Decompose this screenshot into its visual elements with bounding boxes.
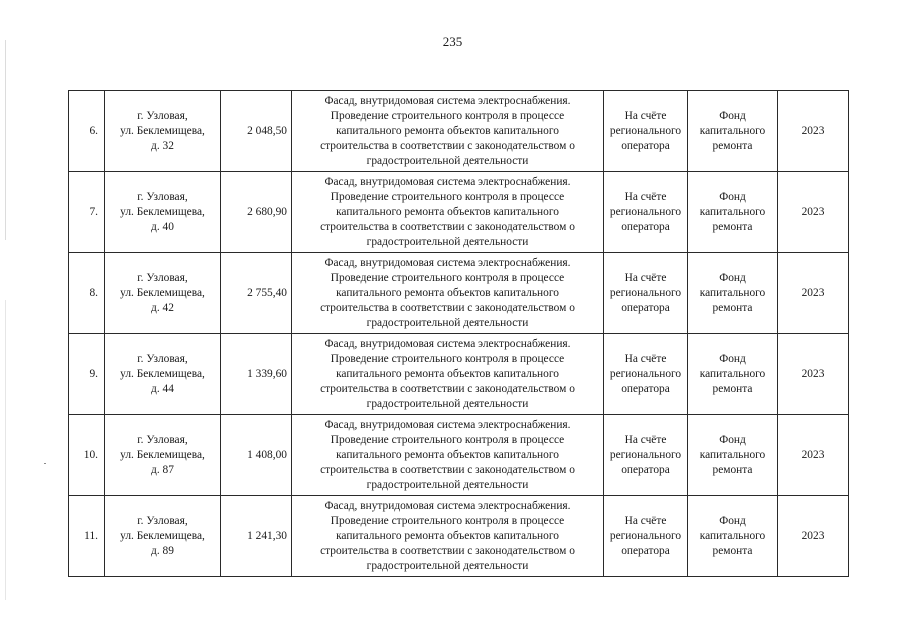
fund-line: Фонд bbox=[719, 433, 746, 446]
row-number: 8. bbox=[69, 253, 105, 334]
work-line: строительства в соответствии с законодательством о bbox=[320, 220, 575, 233]
account-cell bbox=[604, 91, 688, 172]
work-line: капитального ремонта объектов капитального bbox=[336, 205, 559, 218]
work-line: строительства в соответствии с законодательством о bbox=[320, 382, 575, 395]
account-line: На счёте bbox=[624, 271, 667, 284]
account-line: регионального bbox=[609, 286, 682, 299]
fund-line: Фонд bbox=[719, 352, 746, 365]
year-cell: 2023 bbox=[778, 172, 849, 253]
account-line: оператора bbox=[621, 220, 670, 233]
funding-source-cell bbox=[688, 334, 778, 415]
work-line: градостроительной деятельности bbox=[366, 478, 529, 491]
work-description-cell bbox=[292, 415, 604, 496]
work-line: строительства в соответствии с законодательством о bbox=[320, 301, 575, 314]
account-line: оператора bbox=[621, 382, 670, 395]
area-cell: 1 241,30 bbox=[221, 496, 292, 577]
work-line: строительства в соответствии с законодательством о bbox=[320, 544, 575, 557]
fund-line: Фонд bbox=[719, 109, 746, 122]
address-cell bbox=[105, 253, 221, 334]
table-body bbox=[69, 91, 849, 577]
account-cell bbox=[604, 415, 688, 496]
work-line: Фасад, внутридомовая система электроснабжения. bbox=[324, 175, 571, 188]
account-line: регионального bbox=[609, 529, 682, 542]
funding-source-cell bbox=[688, 415, 778, 496]
address-line: д. 87 bbox=[151, 463, 174, 476]
account-line: На счёте bbox=[624, 109, 667, 122]
account-cell bbox=[604, 496, 688, 577]
year-cell: 2023 bbox=[778, 415, 849, 496]
address-line: д. 40 bbox=[151, 220, 174, 233]
row-number: 10. bbox=[69, 415, 105, 496]
address-cell bbox=[105, 496, 221, 577]
address-line: ул. Беклемищева, bbox=[120, 529, 205, 542]
address-line: г. Узловая, bbox=[137, 271, 188, 284]
row-number: 6. bbox=[69, 91, 105, 172]
year-cell: 2023 bbox=[778, 91, 849, 172]
work-description-cell bbox=[292, 496, 604, 577]
fund-line: Фонд bbox=[719, 190, 746, 203]
year-cell: 2023 bbox=[778, 253, 849, 334]
table-row bbox=[69, 253, 849, 334]
fund-line: ремонта bbox=[712, 220, 753, 233]
address-line: ул. Беклемищева, bbox=[120, 124, 205, 137]
work-line: капитального ремонта объектов капитального bbox=[336, 124, 559, 137]
address-line: д. 44 bbox=[151, 382, 174, 395]
fund-line: Фонд bbox=[719, 514, 746, 527]
fund-line: ремонта bbox=[712, 139, 753, 152]
account-line: На счёте bbox=[624, 190, 667, 203]
account-line: регионального bbox=[609, 367, 682, 380]
address-line: г. Узловая, bbox=[137, 109, 188, 122]
account-line: регионального bbox=[609, 205, 682, 218]
address-line: ул. Беклемищева, bbox=[120, 367, 205, 380]
account-cell bbox=[604, 334, 688, 415]
work-line: капитального ремонта объектов капитального bbox=[336, 367, 559, 380]
funding-source-cell bbox=[688, 172, 778, 253]
address-line: ул. Беклемищева, bbox=[120, 205, 205, 218]
table-row bbox=[69, 415, 849, 496]
work-line: Проведение строительного контроля в процессе bbox=[330, 271, 565, 284]
work-line: Фасад, внутридомовая система электроснабжения. bbox=[324, 418, 571, 431]
account-cell bbox=[604, 172, 688, 253]
work-line: капитального ремонта объектов капитального bbox=[336, 286, 559, 299]
fund-line: ремонта bbox=[712, 301, 753, 314]
table-row bbox=[69, 334, 849, 415]
work-line: Фасад, внутридомовая система электроснабжения. bbox=[324, 499, 571, 512]
account-line: оператора bbox=[621, 139, 670, 152]
account-line: На счёте bbox=[624, 352, 667, 365]
year-cell: 2023 bbox=[778, 334, 849, 415]
account-line: регионального bbox=[609, 448, 682, 461]
work-line: строительства в соответствии с законодательством о bbox=[320, 463, 575, 476]
work-line: Проведение строительного контроля в процессе bbox=[330, 433, 565, 446]
work-line: Фасад, внутридомовая система электроснабжения. bbox=[324, 337, 571, 350]
fund-line: ремонта bbox=[712, 382, 753, 395]
account-line: оператора bbox=[621, 544, 670, 557]
area-cell: 2 680,90 bbox=[221, 172, 292, 253]
funding-source-cell bbox=[688, 496, 778, 577]
address-line: г. Узловая, bbox=[137, 433, 188, 446]
scan-margin-mark bbox=[5, 300, 6, 600]
address-cell bbox=[105, 334, 221, 415]
address-cell bbox=[105, 415, 221, 496]
account-line: На счёте bbox=[624, 433, 667, 446]
work-description-cell bbox=[292, 91, 604, 172]
address-line: д. 32 bbox=[151, 139, 174, 152]
row-number: 9. bbox=[69, 334, 105, 415]
work-line: Фасад, внутридомовая система электроснабжения. bbox=[324, 256, 571, 269]
work-description-cell bbox=[292, 253, 604, 334]
table-row bbox=[69, 172, 849, 253]
area-cell: 1 408,00 bbox=[221, 415, 292, 496]
address-line: г. Узловая, bbox=[137, 514, 188, 527]
work-line: градостроительной деятельности bbox=[366, 154, 529, 167]
table-row bbox=[69, 91, 849, 172]
row-number: 11. bbox=[69, 496, 105, 577]
work-line: строительства в соответствии с законодательством о bbox=[320, 139, 575, 152]
work-line: градостроительной деятельности bbox=[366, 559, 529, 572]
address-line: д. 42 bbox=[151, 301, 174, 314]
fund-line: капитального bbox=[699, 286, 766, 299]
work-line: Проведение строительного контроля в процессе bbox=[330, 514, 565, 527]
work-line: капитального ремонта объектов капитального bbox=[336, 529, 559, 542]
work-line: Фасад, внутридомовая система электроснабжения. bbox=[324, 94, 571, 107]
account-line: оператора bbox=[621, 463, 670, 476]
work-description-cell bbox=[292, 172, 604, 253]
fund-line: ремонта bbox=[712, 463, 753, 476]
scan-dot bbox=[44, 463, 46, 464]
address-line: ул. Беклемищева, bbox=[120, 448, 205, 461]
account-line: На счёте bbox=[624, 514, 667, 527]
address-line: г. Узловая, bbox=[137, 190, 188, 203]
address-cell bbox=[105, 172, 221, 253]
work-line: Проведение строительного контроля в процессе bbox=[330, 109, 565, 122]
page-number: 235 bbox=[442, 34, 463, 49]
funding-source-cell bbox=[688, 91, 778, 172]
area-cell: 2 755,40 bbox=[221, 253, 292, 334]
row-number: 7. bbox=[69, 172, 105, 253]
address-cell bbox=[105, 91, 221, 172]
work-description-cell bbox=[292, 334, 604, 415]
account-cell bbox=[604, 253, 688, 334]
scan-margin-mark bbox=[5, 40, 6, 240]
year-cell: 2023 bbox=[778, 496, 849, 577]
area-cell: 1 339,60 bbox=[221, 334, 292, 415]
fund-line: капитального bbox=[699, 124, 766, 137]
work-line: градостроительной деятельности bbox=[366, 397, 529, 410]
address-line: д. 89 bbox=[151, 544, 174, 557]
fund-line: капитального bbox=[699, 529, 766, 542]
fund-line: Фонд bbox=[719, 271, 746, 284]
fund-line: капитального bbox=[699, 448, 766, 461]
work-line: Проведение строительного контроля в процессе bbox=[330, 190, 565, 203]
account-line: регионального bbox=[609, 124, 682, 137]
fund-line: ремонта bbox=[712, 544, 753, 557]
repair-register-table bbox=[68, 90, 849, 577]
account-line: оператора bbox=[621, 301, 670, 314]
work-line: градостроительной деятельности bbox=[366, 235, 529, 248]
area-cell: 2 048,50 bbox=[221, 91, 292, 172]
work-line: капитального ремонта объектов капитального bbox=[336, 448, 559, 461]
work-line: градостроительной деятельности bbox=[366, 316, 529, 329]
work-line: Проведение строительного контроля в процессе bbox=[330, 352, 565, 365]
fund-line: капитального bbox=[699, 205, 766, 218]
address-line: ул. Беклемищева, bbox=[120, 286, 205, 299]
fund-line: капитального bbox=[699, 367, 766, 380]
funding-source-cell bbox=[688, 253, 778, 334]
address-line: г. Узловая, bbox=[137, 352, 188, 365]
table-row bbox=[69, 496, 849, 577]
